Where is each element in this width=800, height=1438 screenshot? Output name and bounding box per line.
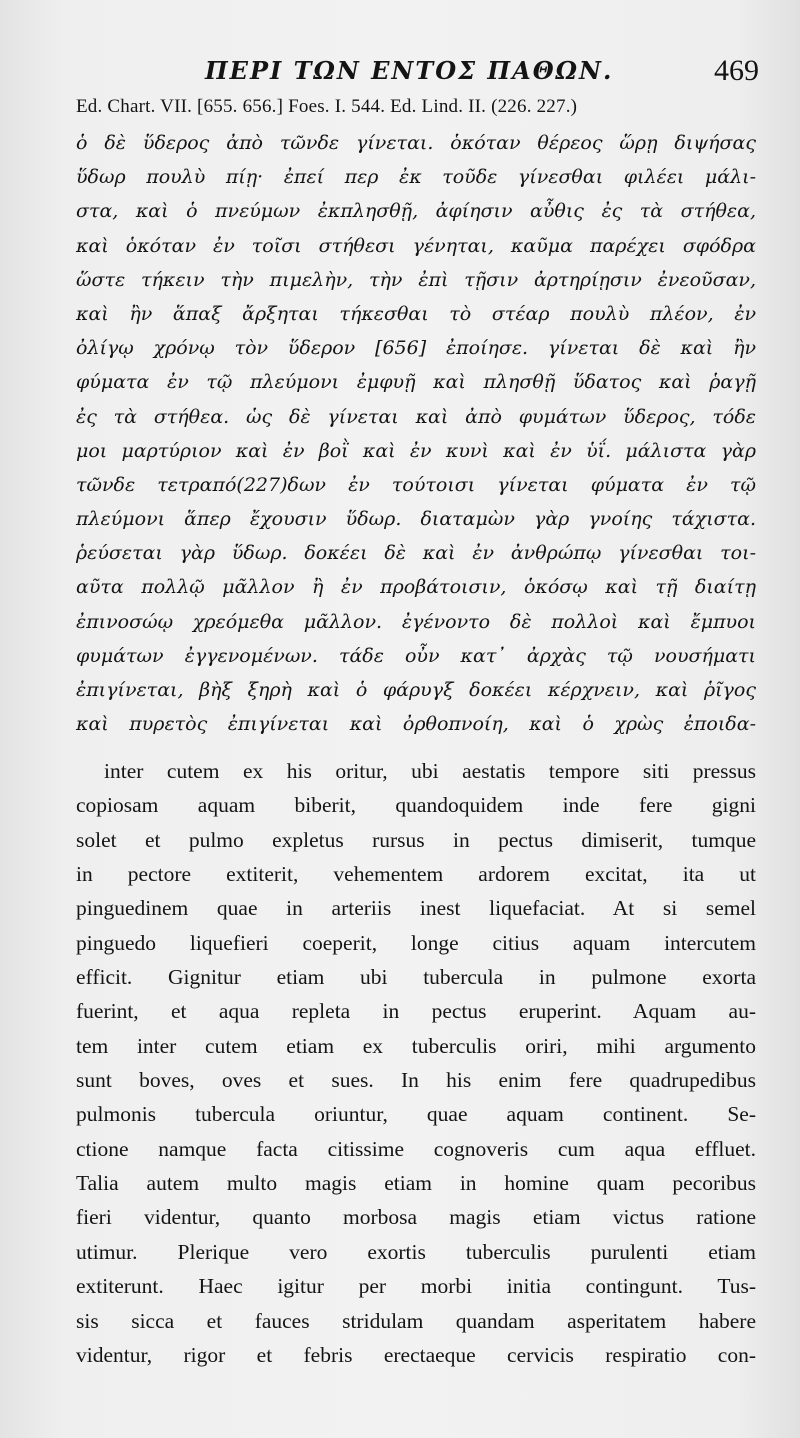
greek-text-line: καὶ πυρετὸς ἐπιγίνεται καὶ ὀρθοπνοίη, καὶ ὁ χρὼς ἐποιδα- bbox=[76, 713, 756, 736]
latin-text-line: ctione namque facta citissime cognoveris cum aqua effluet. bbox=[76, 1136, 756, 1161]
latin-text-line: in pectore extiterit, vehementem ardorem excitat, ita ut bbox=[76, 862, 756, 887]
greek-text-line: τῶνδε τετραπό(227)δων ἐν τούτοισι γίνεται φύματα ἐν τῷ bbox=[76, 473, 756, 496]
latin-text-line: Talia autem multo magis etiam in homine quam pecoribus bbox=[76, 1171, 756, 1196]
latin-text-line: utimur. Plerique vero exortis tuberculis purulenti etiam bbox=[76, 1239, 756, 1264]
latin-text-line: pulmonis tubercula oriuntur, quae aquam continent. Se- bbox=[76, 1102, 756, 1127]
greek-text-line: στα, καὶ ὁ πνεύμων ἐκπλησθῇ, ἀφίησιν αὖθις ἐς τὰ στήθεα, bbox=[76, 200, 756, 223]
latin-text-line: fuerint, et aqua repleta in pectus eruperint. Aquam au- bbox=[76, 999, 756, 1024]
greek-text-line: ἐπινοσώῳ χρεόμεθα μᾶλλον. ἐγένοντο δὲ πολλοὶ καὶ ἔμπυοι bbox=[76, 610, 756, 633]
latin-text-line: pinguedo liquefieri coeperit, longe citius aquam intercutem bbox=[76, 930, 756, 955]
greek-text-line: ἐπιγίνεται, βὴξ ξηρὴ καὶ ὁ φάρυγξ δοκέει κέρχνειν, καὶ ῥῖγος bbox=[76, 679, 756, 701]
greek-text-block bbox=[76, 126, 756, 741]
latin-translation-block bbox=[76, 754, 756, 1372]
latin-text-line: sunt boves, oves et sues. In his enim fere quadrupedibus bbox=[76, 1068, 756, 1093]
latin-text-line: efficit. Gignitur etiam ubi tubercula in pulmone exorta bbox=[76, 965, 756, 990]
latin-text-line: copiosam aquam biberit, quandoquidem inde fere gigni bbox=[76, 793, 756, 818]
latin-text-line: pinguedinem quae in arteriis inest liquefaciat. At si semel bbox=[76, 896, 756, 921]
greek-text-line: μοι μαρτύριον καὶ ἐν βοῒ καὶ ἐν κυνὶ καὶ ἐν ὑΐ. μάλιστα γὰρ bbox=[76, 439, 756, 462]
running-title: ΠΕΡΙ ΤΩΝ ΕΝΤΟΣ ΠΑΘΩΝ. bbox=[205, 56, 614, 85]
page-header bbox=[0, 52, 800, 92]
latin-text-line: extiterunt. Haec igitur per morbi initia contingunt. Tus- bbox=[76, 1274, 756, 1299]
latin-text-line: videntur, rigor et febris erectaeque cervicis respiratio con- bbox=[76, 1342, 756, 1367]
greek-text-line: ῥεύσεται γὰρ ὕδωρ. δοκέει δὲ καὶ ἐν ἀνθρώπῳ γίνεσθαι τοι- bbox=[76, 542, 756, 565]
latin-text-line: solet et pulmo expletus rursus in pectus dimiserit, tumque bbox=[76, 827, 756, 852]
greek-text-line: ὁ δὲ ὕδερος ἀπὸ τῶνδε γίνεται. ὁκόταν θέρεος ὥρῃ διψήσας bbox=[76, 132, 756, 154]
latin-text-line: sis sicca et fauces stridulam quandam asperitatem habere bbox=[76, 1308, 756, 1333]
latin-text-line: tem inter cutem etiam ex tuberculis oriri, mihi argumento bbox=[76, 1033, 756, 1058]
latin-text-line: inter cutem ex his oritur, ubi aestatis tempore siti pressus bbox=[104, 759, 756, 783]
greek-text-line: ἐς τὰ στήθεα. ὡς δὲ γίνεται καὶ ἀπὸ φυμάτων ὕδερος, τόδε bbox=[76, 405, 756, 428]
greek-text-line: πλεύμονι ἅπερ ἔχουσιν ὕδωρ. διαταμὼν γὰρ γνοίης τάχιστα. bbox=[76, 508, 756, 531]
greek-text-line: ὥστε τήκειν τὴν πιμελὴν, τὴν ἐπὶ τῇσιν ἀρτηρίῃσιν ἐνεοῦσαν, bbox=[76, 268, 756, 291]
greek-text-line: αῦτα πολλῷ μᾶλλον ἢ ἐν προβάτοισιν, ὁκόσῳ καὶ τῇ διαίτῃ bbox=[76, 576, 756, 599]
edition-reference-line: Ed. Chart. VII. [655. 656.] Foes. I. 544. Ed. Lind. II. (226. 227.) bbox=[76, 96, 578, 117]
greek-text-line: ὀλίγῳ χρόνῳ τὸν ὕδερον [656] ἐποίησε. γίνεται δὲ καὶ ἢν bbox=[76, 337, 756, 360]
greek-text-line: φυμάτων ἐγγενομένων. τάδε οὖν κατ᾽ ἀρχὰς τῷ νουσήματι bbox=[76, 644, 756, 667]
latin-text-line: fieri videntur, quanto morbosa magis etiam victus ratione bbox=[76, 1205, 756, 1230]
greek-text-line: ὕδωρ πουλὺ πίῃ· ἐπεί περ ἐκ τοῦδε γίνεσθαι φιλέει μάλι- bbox=[76, 166, 756, 189]
page-number: 469 bbox=[714, 54, 759, 87]
greek-text-line: φύματα ἐν τῷ πλεύμονι ἐμφυῇ καὶ πλησθῇ ὕδατος καὶ ῥαγῇ bbox=[76, 371, 756, 394]
greek-text-line: καὶ ὁκόταν ἐν τοῖσι στήθεσι γένηται, καῦμα παρέχει σφόδρα bbox=[76, 234, 756, 257]
greek-text-line: καὶ ἢν ἅπαξ ἄρξηται τήκεσθαι τὸ στέαρ πουλὺ πλέον, ἐν bbox=[76, 302, 756, 325]
